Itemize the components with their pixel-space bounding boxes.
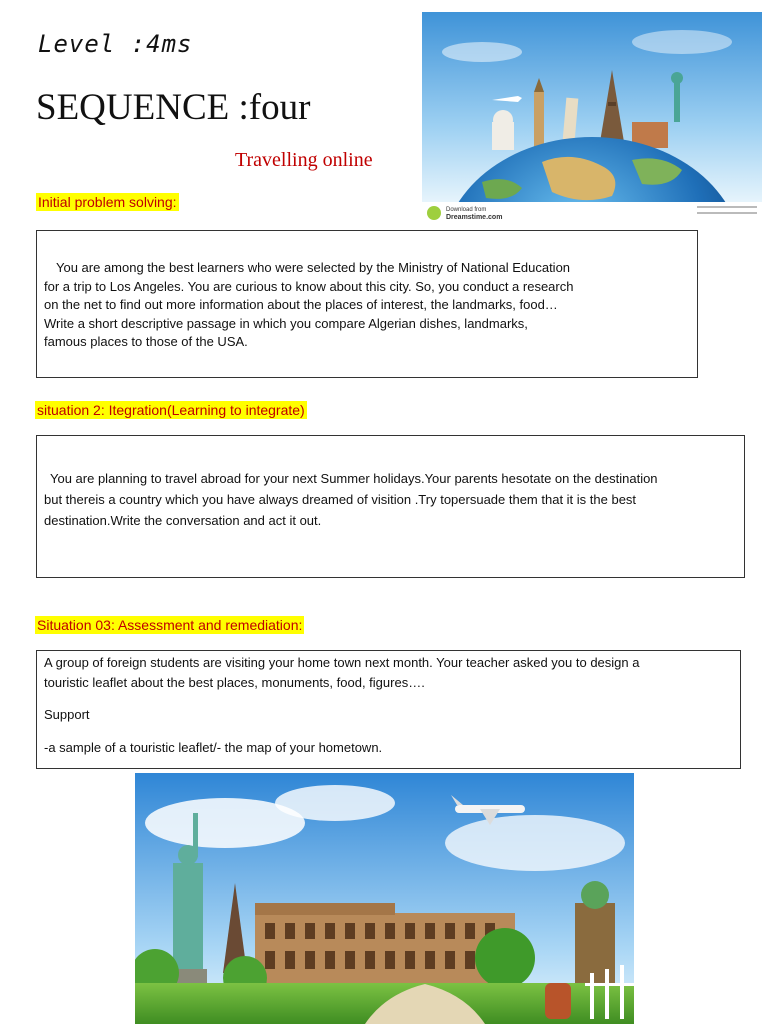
section3-heading: Situation 03: Assessment and remediation: (37, 617, 303, 633)
backpack-icon (545, 983, 571, 1019)
landmarks-landscape-image (135, 773, 634, 1024)
section3-line: A group of foreign students are visiting your home town next month. Your teacher asked you to design a (44, 655, 640, 670)
landmarks-globe-image (422, 12, 762, 224)
support-text: -a sample of a touristic leaflet/- the map of your hometown. (44, 740, 383, 755)
colosseum-icon (255, 903, 515, 983)
section1-line: famous places to those of the USA. (44, 334, 248, 349)
section2-line: You are planning to travel abroad for your next Summer holidays.Your parents hesotate on the destination (50, 471, 658, 486)
section1-line: You are among the best learners who were selected by the Ministry of National Education (56, 260, 571, 275)
download-from-text: Download from (446, 207, 487, 213)
section1-box (36, 230, 698, 378)
level-label: Level :4ms (38, 30, 193, 58)
section3-box (36, 650, 741, 769)
section2-line: but thereis a country which you have always dreamed of visition .Try topersuade them that it is the best (44, 492, 637, 507)
section1-line: Write a short descriptive passage in which you compare Algerian dishes, landmarks, (44, 315, 528, 331)
section3-line: touristic leaflet about the best places, monuments, food, figures…. (44, 675, 425, 690)
globe-illustration (422, 12, 762, 224)
support-label: Support (44, 707, 90, 722)
section2-line: destination.Write the conversation and act it out. (44, 513, 322, 528)
section2-heading: situation 2: Itegration(Learning to integrate) (37, 402, 305, 418)
section2-box (36, 435, 745, 578)
sequence-title: SEQUENCE :four (36, 87, 311, 128)
section1-heading: Initial problem solving: (38, 194, 177, 210)
dreamstime-site-text: Dreamstime.com (446, 214, 503, 221)
section1-line: for a trip to Los Angeles. You are curious to know about this city. So, you conduct a research (44, 278, 574, 294)
landscape-illustration (135, 773, 634, 1024)
sequence-subtitle: Travelling online (235, 149, 373, 171)
section1-line: on the net to find out more information about the places of interest, the landmarks, food… (44, 297, 558, 312)
